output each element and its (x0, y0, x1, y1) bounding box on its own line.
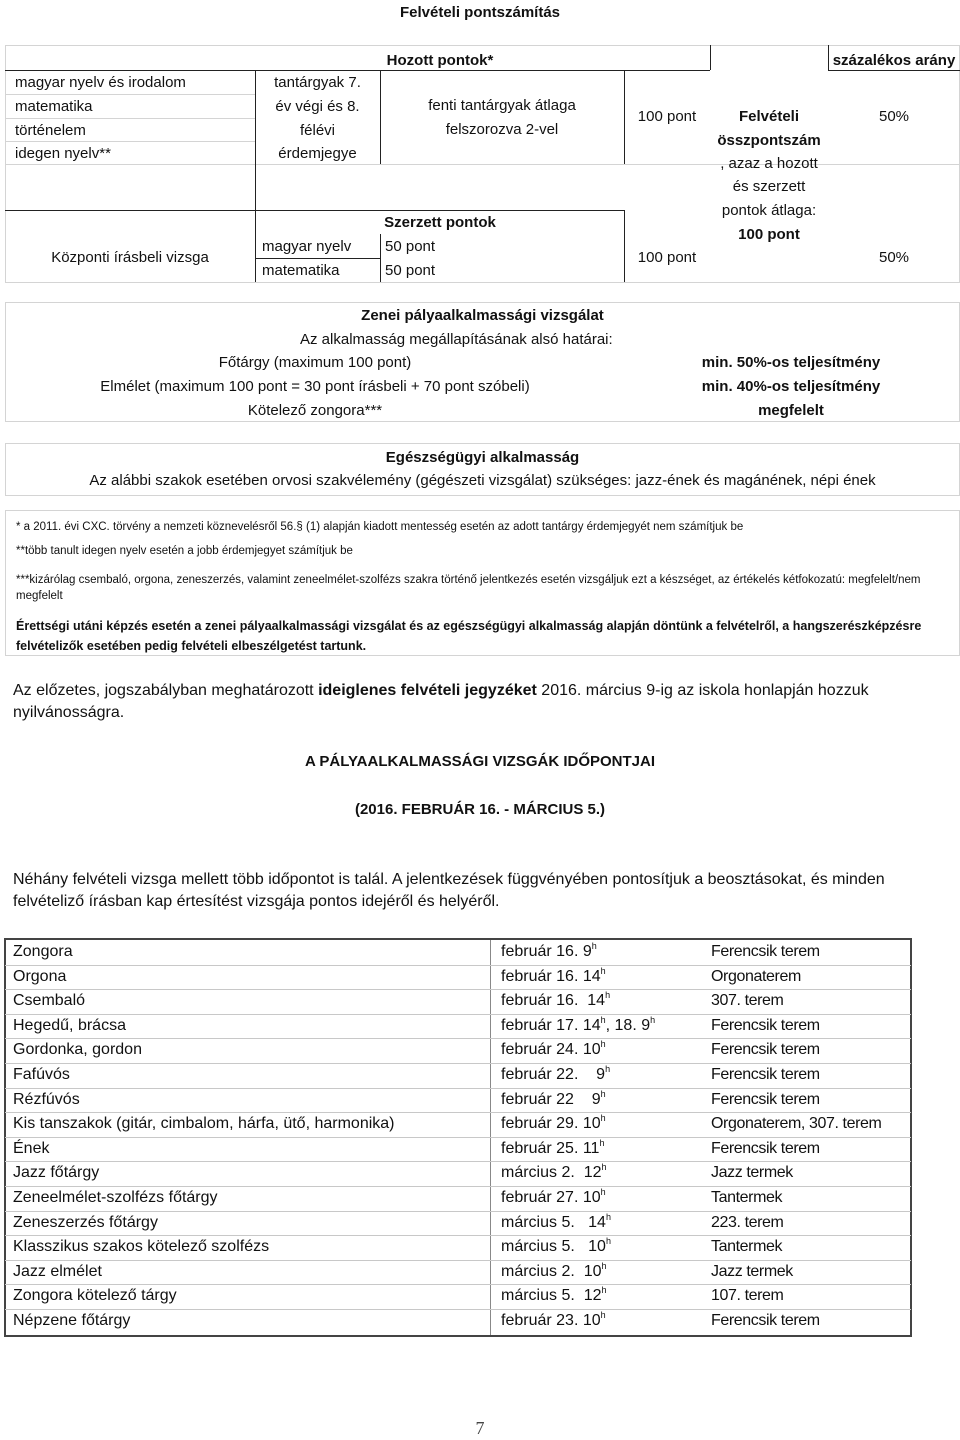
schedule-hour-mark: h (600, 1039, 606, 1050)
schedule-subject: Zongora kötelező tárgy (13, 1287, 177, 1305)
subject-math: matematika (15, 98, 93, 115)
schedule-date-text: március 2. 12 (501, 1164, 602, 1182)
schedule-subject: Hegedű, brácsa (13, 1016, 126, 1034)
schedule-row (5, 1038, 911, 1063)
schedule-title: A PÁLYAALKALMASSÁGI VIZSGÁK IDŐPONTJAI (304, 753, 656, 770)
schedule-row (5, 1112, 911, 1137)
announcement (13, 680, 943, 724)
schedule-subject: Rézfúvós (13, 1090, 80, 1108)
footnote-2: **több tanult idegen nyelv esetén a jobb érdemjegyet számítjuk be (16, 545, 353, 557)
aptitude-theory-value: min. 40%-os teljesítmény (701, 378, 881, 395)
hozott-points: 100 pont (637, 108, 697, 125)
exam-points-math: 50 pont (385, 262, 436, 279)
schedule-row (5, 1260, 911, 1285)
schedule-dates: (2016. FEBRUÁR 16. - MÁRCIUS 5.) (354, 801, 606, 818)
schedule-hour-mark: h (601, 1260, 607, 1271)
schedule-date (501, 1161, 607, 1186)
schedule-row (5, 940, 911, 965)
schedule-date (501, 1038, 606, 1063)
schedule-hour-mark: h (600, 1088, 606, 1099)
announcement-bold: ideiglenes felvételi jegyzéket (318, 682, 537, 699)
exam-points-hungarian: 50 pont (385, 238, 436, 255)
aptitude-title: Zenei pályaalkalmassági vizsgálat (361, 307, 604, 324)
schedule-date (501, 1235, 611, 1260)
grade-basis-line3: félévi (299, 122, 336, 139)
aptitude-theory: Elmélet (maximum 100 pont = 30 pont írásbeli + 70 pont szóbeli) (100, 378, 530, 395)
average-note-line1: fenti tantárgyak átlaga (428, 97, 576, 114)
schedule-hour-mark: h (600, 1187, 606, 1197)
subject-history: történelem (15, 122, 86, 139)
schedule-room: Ferencsik terem (711, 1041, 820, 1059)
schedule-date-text: február 22. 9 (501, 1066, 606, 1083)
felveteli-summary-line5: pontok átlaga: (721, 202, 817, 219)
schedule-date-text: március 5. 10 (501, 1238, 606, 1256)
aptitude-main-subject: Főtárgy (maximum 100 pont) (218, 354, 412, 371)
exam-subject-math: matematika (262, 262, 340, 279)
schedule-hour-mark: h (601, 1162, 607, 1173)
aptitude-piano: Kötelező zongora*** (247, 402, 383, 419)
schedule-date-extra: , 18. 9 (605, 1016, 651, 1034)
schedule-date-text: február 16. 14 (501, 992, 606, 1010)
schedule-date-text: február 17. 14 (501, 1016, 601, 1034)
schedule-subject: Kis tanszakok (gitár, cimbalom, hárfa, ütő, harmonika) (13, 1115, 395, 1133)
schedule-hour-mark: h (605, 990, 611, 1001)
schedule-date (501, 1112, 606, 1137)
schedule-date (501, 965, 606, 990)
schedule-date-text: február 16. 9 (501, 943, 592, 960)
page-number: 7 (475, 1418, 485, 1438)
schedule-row (5, 1309, 911, 1334)
schedule-date (501, 1088, 606, 1113)
schedule-subject: Zeneelmélet-szolfézs főtárgy (13, 1189, 218, 1206)
schedule-subject: Klasszikus szakos kötelező szolfézs (13, 1238, 270, 1256)
szerzett-pontok-header: Szerzett pontok (384, 214, 496, 231)
schedule-date-text: február 23. 10 (501, 1312, 601, 1329)
schedule-date-text: március 5. 14 (501, 1213, 606, 1231)
szerzett-percent: 50% (878, 249, 910, 266)
schedule-row (5, 1063, 911, 1088)
subject-foreign-language: idegen nyelv** (15, 145, 111, 162)
schedule-room: Ferencsik terem (711, 1016, 820, 1034)
health-text: Az alábbi szakok esetében orvosi szakvélemény (gégészeti vizsgálat) szükséges: jazz-ének és magánének, népi ének (89, 472, 876, 489)
felveteli-summary-line1: Felvételi (738, 108, 800, 125)
aptitude-main-subject-value: min. 50%-os teljesítmény (701, 354, 881, 371)
average-note-line2: felszorozva 2-vel (445, 121, 559, 138)
schedule-row (5, 1235, 911, 1260)
grade-basis-line2: év végi és 8. (275, 98, 360, 115)
schedule-subject: Gordonka, gordon (13, 1041, 142, 1059)
schedule-subject: Orgona (13, 967, 67, 985)
schedule-date-text: február 16. 14 (501, 967, 601, 985)
felveteli-summary-line3: , azaz a hozott (720, 155, 818, 172)
schedule-row (5, 1284, 911, 1309)
schedule-room: Jazz termek (711, 1262, 793, 1280)
subject-hungarian: magyar nyelv és irodalom (15, 74, 186, 91)
schedule-hour-mark: h (591, 941, 597, 951)
footnote-3: ***kizárólag csembaló, orgona, zeneszerzés, valamint zeneelmélet-szolfézs szakra történő jelentkezés esetén vizsgáljuk ezt a készséget, az értékelés kétfokozatú: megfelelt/nem megfelelt (16, 574, 921, 602)
schedule-date (501, 1014, 655, 1039)
schedule-hour-mark: h (599, 1137, 605, 1148)
schedule-date-text: március 5. 12 (501, 1287, 602, 1305)
schedule-date (501, 1284, 607, 1309)
schedule-row (5, 1211, 911, 1236)
schedule-room: 307. terem (711, 992, 784, 1010)
schedule-room: 107. terem (711, 1287, 784, 1305)
grade-basis-line4: érdemjegye (278, 145, 357, 162)
hozott-percent: 50% (878, 108, 910, 125)
schedule-date (501, 1137, 604, 1162)
schedule-room: Ferencsik terem (711, 1312, 820, 1329)
aptitude-piano-value: megfelelt (758, 402, 824, 419)
schedule-subject: Zeneszerzés főtárgy (13, 1213, 158, 1231)
grade-basis-line1: tantárgyak 7. (274, 74, 361, 91)
schedule-room: Ferencsik terem (711, 1139, 820, 1157)
schedule-hour-mark: h (600, 965, 606, 976)
schedule-hour-mark: h (600, 1310, 606, 1320)
schedule-subject: Népzene főtárgy (13, 1312, 131, 1329)
schedule-room: Jazz termek (711, 1164, 793, 1182)
schedule-hour-mark: h (600, 1113, 606, 1124)
schedule-date (501, 1186, 606, 1211)
schedule-date (501, 1211, 611, 1236)
schedule-date-text: február 27. 10 (501, 1189, 601, 1206)
schedule-intro: Néhány felvételi vizsga mellett több időpontot is talál. A jelentkezések függvényében pontosítjuk a beosztásokat, és minden felvételiző írásban kap értesítést vizsgája pontos idejéről és helyéről. (13, 871, 885, 910)
schedule-date-text: február 22 9 (501, 1090, 601, 1108)
aptitude-subtitle: Az alkalmasság megállapításának alsó határai: (300, 331, 613, 348)
footnote-1: * a 2011. évi CXC. törvény a nemzeti köznevelésről 56.§ (1) alapján kiadott mentesség esetén az adott tantárgy érdemjegyét nem számítjuk be (16, 521, 744, 533)
schedule-row (5, 1014, 911, 1039)
schedule-date-text: február 25. 11 (501, 1139, 600, 1157)
schedule-date-text: február 29. 10 (501, 1115, 601, 1133)
schedule-hour-mark-2: h (650, 1014, 656, 1025)
schedule-date-text: február 24. 10 (501, 1041, 601, 1059)
szerzett-points: 100 pont (637, 249, 697, 266)
schedule-date (501, 940, 597, 965)
schedule-room: Orgonaterem (711, 967, 801, 985)
schedule-date (501, 1260, 607, 1285)
schedule-subject: Jazz elmélet (13, 1262, 102, 1280)
schedule-room: Tantermek (711, 1238, 783, 1256)
schedule-room: 223. terem (711, 1213, 784, 1231)
schedule-subject: Fafúvós (13, 1066, 70, 1083)
schedule-subject: Jazz főtárgy (13, 1164, 100, 1182)
schedule-hour-mark: h (600, 1014, 606, 1025)
schedule-room: Ferencsik terem (711, 1090, 820, 1108)
felveteli-summary-line6: 100 pont (738, 226, 800, 243)
schedule-row (5, 1088, 911, 1113)
schedule-row (5, 965, 911, 990)
schedule-hour-mark: h (605, 1064, 611, 1074)
announcement-before: Az előzetes, jogszabályban meghatározott (13, 682, 319, 699)
schedule-room: Ferencsik terem (711, 1066, 820, 1083)
schedule-subject: Ének (13, 1139, 50, 1157)
schedule-hour-mark: h (605, 1236, 611, 1247)
schedule-room: Tantermek (711, 1189, 783, 1206)
schedule-subject: Csembaló (13, 992, 86, 1010)
schedule-room: Ferencsik terem (711, 943, 820, 960)
page-title: Felvételi pontszámítás (399, 4, 561, 21)
footnote-4: Érettségi utáni képzés esetén a zenei pályaalkalmassági vizsgálat és az egészségügyi alkalmasság alapján döntünk a felvételről, a hangszerészképzésre felvételizők esetében pedig felvételi elbeszélgetést tartunk. (16, 619, 922, 653)
schedule-date (501, 1309, 606, 1334)
exam-subject-hungarian: magyar nyelv (262, 238, 352, 255)
central-exam-name: Központi írásbeli vizsga (51, 249, 209, 266)
schedule-room: Orgonaterem, 307. terem (711, 1115, 882, 1133)
felveteli-summary-line2: összpontszám (717, 132, 821, 149)
schedule-row (5, 989, 911, 1014)
health-title: Egészségügyi alkalmasság (385, 449, 580, 466)
announcement-after: 2016. március 9-ig az iskola honlapján hozzuk nyilvánosságra. (13, 682, 869, 721)
schedule-row (5, 1186, 911, 1211)
schedule-hour-mark: h (605, 1211, 611, 1222)
schedule-row (5, 1137, 911, 1162)
szazalekos-arany-header: százalékos arány (832, 52, 956, 69)
schedule-date-text: március 2. 10 (501, 1262, 602, 1280)
felveteli-summary-line4: és szerzett (732, 178, 806, 195)
schedule-row (5, 1161, 911, 1186)
schedule-date (501, 1063, 610, 1088)
hozott-pontok-header: Hozott pontok* (386, 52, 494, 69)
schedule-hour-mark: h (601, 1285, 607, 1296)
schedule-date (501, 989, 610, 1014)
schedule-subject: Zongora (13, 943, 73, 960)
